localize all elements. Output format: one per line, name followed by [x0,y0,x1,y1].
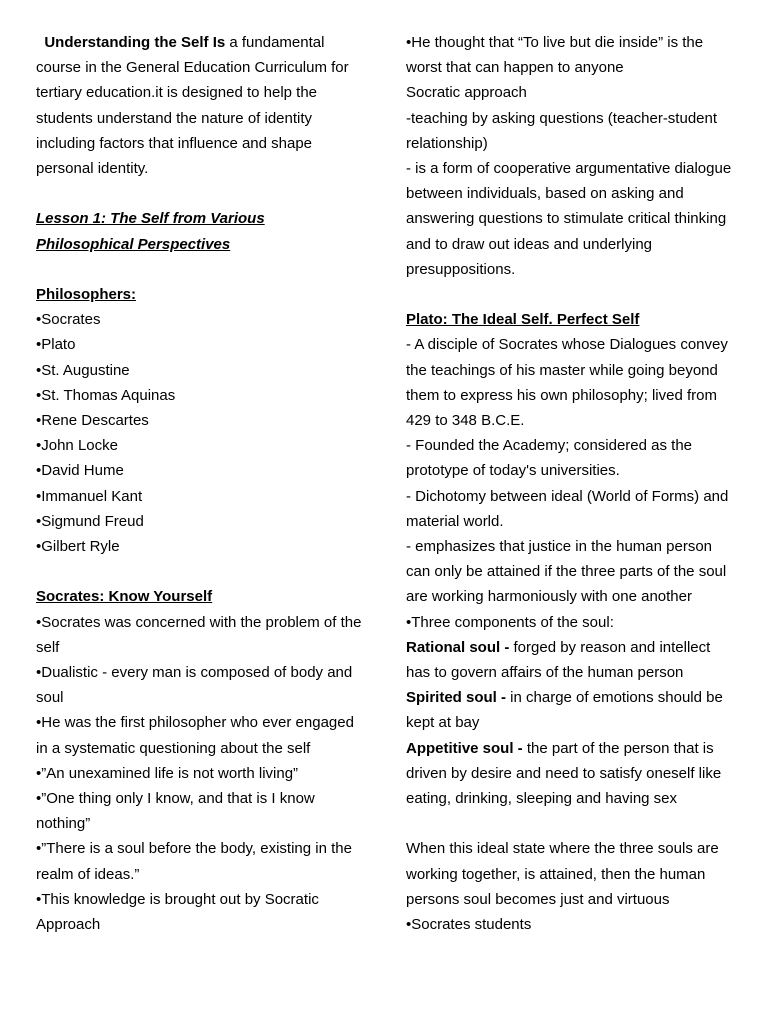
list-item: •Rene Descartes [36,412,149,430]
socrates-point: •Socrates was concerned with the problem of the self [36,613,362,656]
list-item: •Plato [36,336,76,354]
soul-desc: in charge of emotions should be kept at bay [406,689,723,732]
plato-point: •Three components of the soul: [406,613,614,631]
plato-point: - Founded the Academy; considered as the prototype of today's universities. [406,437,693,480]
soul-spirited [406,685,736,735]
intro-lead: Understanding the Self Is [44,34,226,51]
plato-conclusion: When this ideal state where the three souls are working together, is attained, then the human persons soul becomes just and virtuous [406,840,719,908]
socrates-point: •He thought that “To live but die inside” is the worst that can happen to anyone [406,34,704,77]
plato-point: - Dichotomy between ideal (World of Forms) and material world. [406,487,729,530]
list-item: •David Hume [36,462,124,480]
right-column [406,30,736,937]
list-item: •St. Thomas Aquinas [36,386,176,404]
intro-text: a fundamental course in the General Education Curriculum for tertiary education.it is designed to help the students understand the nature of identity including factors that influence and shape personal identity. [36,34,349,178]
soul-desc: the part of the person that is driven by desire and need to satisfy oneself like eating, drinking, sleeping and having sex [406,739,722,808]
list-item: •Sigmund Freud [36,512,144,530]
socrates-point: •This knowledge is brought out by Socratic Approach [36,890,319,934]
socratic-approach-line: -teaching by asking questions (teacher-student relationship) [406,109,718,152]
plato-point: - emphasizes that justice in the human person can only be attained if the three parts of the soul are working harmoniously with one another [406,538,727,606]
socrates-heading: Socrates: Know Yourself [36,588,213,606]
socrates-students: •Socrates students [406,916,532,934]
soul-appetitive [406,736,736,812]
socrates-point: •He was the first philosopher who ever engaged in a systematic questioning about the self [36,714,354,757]
soul-desc: forged by reason and intellect has to govern affairs of the human person [406,638,711,682]
left-column [36,30,366,937]
list-item: •Gilbert Ryle [36,538,120,556]
socrates-point: •”An unexamined life is not worth living” [36,764,299,782]
socrates-point: •”There is a soul before the body, existing in the realm of ideas.” [36,840,352,883]
list-item: •Immanuel Kant [36,487,143,505]
lesson-title: Lesson 1: The Self from Various Philosophical Perspectives [36,210,265,253]
socrates-point: •Dualistic - every man is composed of body and soul [36,664,353,707]
list-item: •St. Augustine [36,361,130,379]
plato-point: - A disciple of Socrates whose Dialogues convey the teachings of his master while going beyond them to express his own philosophy; lived from 429 to 348 B.C.E. [406,336,728,430]
plato-heading: Plato: The Ideal Self. Perfect Self [406,311,640,329]
soul-name: Appetitive soul - [406,739,523,757]
soul-rational [406,635,736,685]
soul-name: Rational soul - [406,638,510,656]
socratic-approach-line: - is a form of cooperative argumentative dialogue between individuals, based on asking and answering questions to stimulate critical thinking and to draw out ideas and underlying presuppositions. [406,160,732,278]
socratic-approach-heading: Socratic approach [406,84,527,102]
soul-name: Spirited soul - [406,689,507,707]
philosophers-heading: Philosophers: [36,286,137,303]
intro-paragraph [36,30,366,181]
socrates-point: •”One thing only I know, and that is I know nothing” [36,790,315,833]
list-item: •Socrates [36,311,101,329]
list-item: •John Locke [36,437,118,455]
